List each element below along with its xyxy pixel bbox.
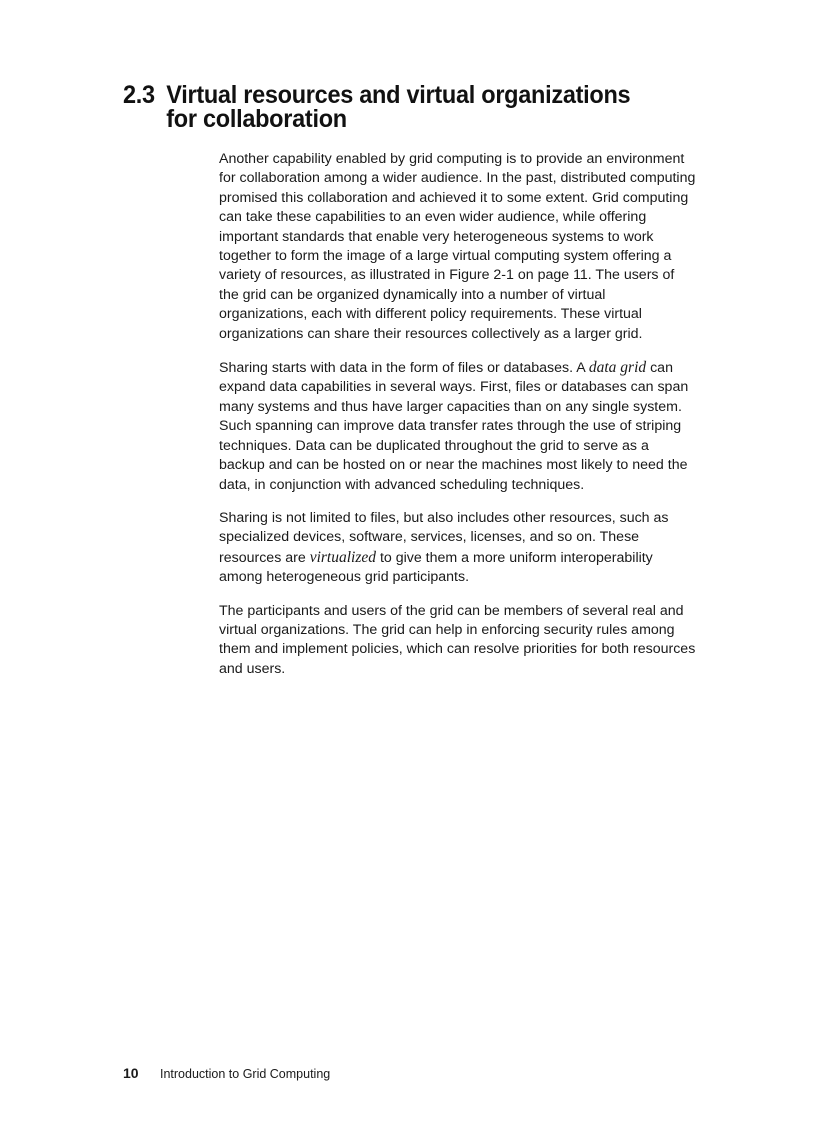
term-virtualized: virtualized bbox=[309, 548, 376, 566]
book-title: Introduction to Grid Computing bbox=[160, 1067, 331, 1081]
paragraph-text: to give them a more uniform interoperability among heterogeneous grid participants. bbox=[219, 549, 653, 586]
page-number: 10 bbox=[123, 1065, 139, 1081]
section-title: Virtual resources and virtual organizations for collaboration bbox=[166, 81, 631, 133]
paragraph-data-sharing bbox=[219, 358, 697, 495]
section-heading bbox=[123, 83, 649, 131]
paragraph-organizations: The participants and users of the grid can be members of several real and virtual organizations. The grid can help in enforcing security rules among them and implement policies, which can resolve priorities for both resources and users. bbox=[219, 602, 696, 677]
term-data-grid: data grid bbox=[588, 359, 647, 377]
paragraph-text: Sharing is not limited to files, but also includes other resources, such as specialized devices, software, services, licenses, and so on. These resources are bbox=[219, 509, 669, 566]
section-body bbox=[219, 150, 697, 693]
paragraph-text: Sharing starts with data in the form of files or databases. A bbox=[219, 360, 589, 377]
paragraph-text: can expand data capabilities in several ways. First, files or databases can span many systems and thus have larger capacities than on any single system. Such spanning can improve data transfer rates through the use of striping techniques. Data can be duplicated throughout the grid to serve as a backup and can be hosted on or near the machines most likely to need the data, in conjunction with advanced scheduling techniques. bbox=[219, 360, 689, 493]
page-footer bbox=[123, 1065, 330, 1081]
paragraph-resource-sharing bbox=[219, 509, 697, 588]
section-number: 2.3 bbox=[123, 81, 155, 109]
paragraph-collaboration: Another capability enabled by grid computing is to provide an environment for collaboration among a wider audience. In the past, distributed computing promised this collaboration and achieved it to some extent. Grid computing can take these capabilities to an even wider audience, while offering important standards that enable very heterogeneous systems to work together to form the image of a large virtual computing system offering a variety of resources, as illustrated in Figure 2-1 on page 11. The users of the grid can be organized dynamically into a number of virtual organizations, each with different policy requirements. These virtual organizations can share their resources collectively as a larger grid. bbox=[219, 151, 696, 342]
